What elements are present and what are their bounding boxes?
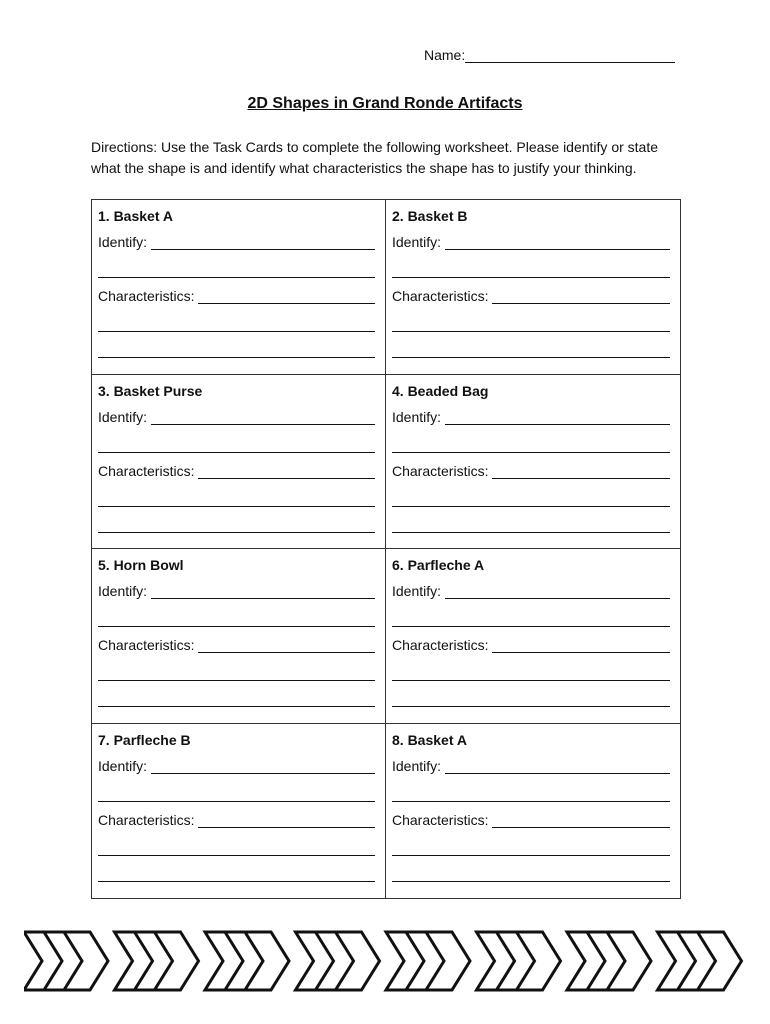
card-title: 4. Beaded Bag: [392, 382, 489, 399]
card-title: 6. Parfleche A: [392, 557, 485, 573]
task-card: [92, 724, 386, 899]
characteristics-answer-line[interactable]: [198, 638, 375, 653]
characteristics-answer-line[interactable]: [198, 289, 375, 304]
answer-line[interactable]: [392, 331, 670, 332]
identify-answer-line[interactable]: [445, 584, 670, 599]
answer-line[interactable]: [392, 855, 670, 856]
chevron-border-icon: [24, 930, 748, 992]
characteristics-answer-line[interactable]: [492, 813, 670, 828]
answer-line[interactable]: [392, 277, 670, 278]
card-title: 2. Basket B: [392, 208, 468, 224]
characteristics-label: Characteristics:: [98, 811, 195, 828]
identify-answer-line[interactable]: [445, 759, 670, 774]
card-title: 1. Basket A: [98, 208, 173, 224]
identify-answer-line[interactable]: [151, 235, 375, 250]
characteristics-row: [392, 463, 670, 479]
task-card: [386, 724, 680, 899]
task-card: [92, 375, 386, 550]
answer-line[interactable]: [392, 626, 670, 627]
identify-label: Identify:: [392, 583, 442, 599]
answer-line[interactable]: [98, 331, 375, 332]
task-card: [92, 200, 386, 375]
identify-row: [98, 758, 375, 774]
characteristics-label: Characteristics:: [392, 288, 489, 304]
characteristics-label: Characteristics:: [98, 637, 195, 653]
characteristics-answer-line[interactable]: [492, 289, 670, 304]
identify-row: [98, 234, 375, 250]
name-label: Name:: [424, 47, 466, 63]
identify-row: [392, 409, 670, 425]
identify-answer-line[interactable]: [151, 759, 375, 774]
characteristics-label: Characteristics:: [392, 462, 489, 479]
characteristics-answer-line[interactable]: [492, 638, 670, 653]
characteristics-row: [98, 812, 375, 828]
characteristics-row: [98, 637, 375, 653]
identify-label: Identify:: [392, 408, 442, 425]
characteristics-row: [392, 812, 670, 828]
identify-label: Identify:: [392, 234, 442, 250]
identify-row: [392, 583, 670, 599]
identify-label: Identify:: [98, 234, 148, 250]
task-card: [386, 549, 680, 724]
characteristics-row: [392, 288, 670, 304]
answer-line[interactable]: [392, 881, 670, 882]
identify-answer-line[interactable]: [445, 410, 670, 425]
answer-line[interactable]: [98, 706, 375, 707]
answer-line[interactable]: [392, 680, 670, 681]
characteristics-answer-line[interactable]: [198, 464, 375, 479]
answer-line[interactable]: [392, 506, 670, 507]
name-input-line[interactable]: [465, 48, 675, 63]
identify-answer-line[interactable]: [445, 235, 670, 250]
characteristics-row: [98, 288, 375, 304]
identify-answer-line[interactable]: [151, 584, 375, 599]
answer-line[interactable]: [98, 506, 375, 507]
answer-line[interactable]: [392, 532, 670, 533]
answer-line[interactable]: [98, 881, 375, 882]
task-card: [386, 200, 680, 375]
answer-line[interactable]: [392, 801, 670, 802]
identify-label: Identify:: [392, 757, 442, 774]
card-title: 3. Basket Purse: [98, 382, 203, 399]
characteristics-label: Characteristics:: [98, 288, 195, 304]
task-card: [92, 549, 386, 724]
page-title: 2D Shapes in Grand Ronde Artifacts: [247, 95, 523, 112]
characteristics-answer-line[interactable]: [198, 813, 375, 828]
card-title: 8. Basket A: [392, 731, 467, 748]
answer-line[interactable]: [98, 357, 375, 358]
characteristics-row: [392, 637, 670, 653]
identify-row: [98, 583, 375, 599]
answer-line[interactable]: [98, 626, 375, 627]
answer-line[interactable]: [98, 452, 375, 453]
characteristics-label: Characteristics:: [392, 637, 489, 653]
identify-answer-line[interactable]: [151, 410, 375, 425]
answer-line[interactable]: [98, 680, 375, 681]
identify-label: Identify:: [98, 583, 148, 599]
identify-label: Identify:: [98, 757, 148, 774]
card-title: 7. Parfleche B: [98, 731, 191, 748]
directions-text: Directions: Use the Task Cards to complete the following worksheet. Please identify or state what the shape is and identify what characteristics the shape has to justify your thinking.: [91, 139, 659, 176]
card-title: 5. Horn Bowl: [98, 557, 184, 573]
answer-line[interactable]: [392, 452, 670, 453]
answer-line[interactable]: [392, 357, 670, 358]
identify-row: [98, 409, 375, 425]
answer-line[interactable]: [98, 277, 375, 278]
identify-label: Identify:: [98, 408, 148, 425]
characteristics-label: Characteristics:: [392, 811, 489, 828]
identify-row: [392, 234, 670, 250]
answer-line[interactable]: [392, 706, 670, 707]
characteristics-row: [98, 463, 375, 479]
name-field-row: [424, 47, 675, 63]
answer-line[interactable]: [98, 532, 375, 533]
answer-line[interactable]: [98, 855, 375, 856]
task-card: [386, 375, 680, 550]
characteristics-answer-line[interactable]: [492, 464, 670, 479]
identify-row: [392, 758, 670, 774]
characteristics-label: Characteristics:: [98, 462, 195, 479]
task-card-grid: [91, 199, 681, 899]
answer-line[interactable]: [98, 801, 375, 802]
